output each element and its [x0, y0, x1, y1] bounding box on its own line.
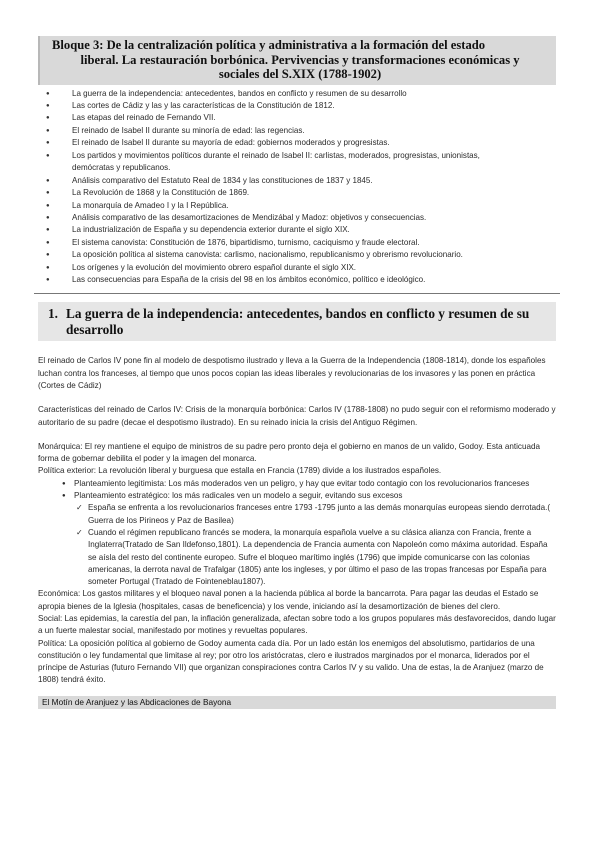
- paragraph-politica: Política: La oposición política al gobierno de Godoy aumenta cada día. Por un lado están los enemigos del absolutismo, partidarios de una constitución o ley fundamental que limitase al rey; por otro los aristócratas, clero e ilustrados marginados por el monarca, liderados por el príncipe de Asturias (futuro Fernando VII) que organizan conspiraciones contra Carlos IV y su valido. Una de estas, la de Aranjuez (marzo de 1808) tendrá éxito.: [38, 638, 544, 685]
- topic-item: ● La monarquía de Amadeo I y la I República.: [72, 200, 556, 212]
- topic-item: ● La oposición política al sistema canovista: carlismo, nacionalismo, republicanismo y obrerismo revolucionario.: [72, 249, 556, 261]
- topic-item: ● La industrialización de España y su dependencia exterior durante el siglo XIX.: [72, 224, 556, 236]
- divider: [34, 293, 560, 294]
- topic-item: ● Los orígenes y la evolución del movimiento obrero español durante el siglo XIX.: [72, 262, 556, 274]
- topic-list: [38, 88, 556, 287]
- topic-item: ● Las cortes de Cádiz y las y las características de la Constitución de 1812.: [72, 100, 556, 112]
- check-item: [88, 527, 556, 588]
- block-title-line-2: liberal. La restauración borbónica. Pervivencias y transformaciones económicas y: [80, 52, 520, 67]
- planteamiento-estrategico: Planteamiento estratégico: los más radicales ven un modelo a seguir, evitando sus excesos: [74, 491, 403, 501]
- topic-item: ● La guerra de la independencia: antecedentes, bandos en conflicto y resumen de su desarrollo: [72, 88, 556, 100]
- paragraph-monarquica: Monárquica: El rey mantiene el equipo de ministros de su padre pero pronto deja el gobierno en manos de un valido, Godoy. Esta anticuada forma de gobernar debilita el poder y la imagen del monarca.: [38, 441, 540, 464]
- topic-item: ● Las etapas del reinado de Fernando VII.: [72, 112, 556, 124]
- topic-item: ● El reinado de Isabel II durante su mayoría de edad: gobiernos moderados y progresistas.: [72, 137, 556, 149]
- section-number: 1.: [48, 305, 58, 321]
- list-item: [74, 490, 556, 588]
- topic-item: ● El reinado de Isabel II durante su minoría de edad: las regencias.: [72, 125, 556, 137]
- paragraph-economica: Económica: Los gastos militares y el bloqueo naval ponen a la hacienda pública al borde la bancarrota. Para pagar las deudas el Estado se apropia bienes de la Iglesia (hospitales, casas de beneficencia) y los vende, iniciando así la desamortización de bienes del clero.: [38, 589, 539, 611]
- topic-item: ● La Revolución de 1868 y la Constitución de 1869.: [72, 187, 556, 199]
- section-heading: [38, 302, 556, 342]
- check-item-text: España se enfrenta a los revolucionarios franceses entre 1793 -1795 junto a las demás monarquías europeas siendo derrotada.( Guerra de los Pirineos y Paz de Basilea): [88, 503, 551, 525]
- topic-item: ● Análisis comparativo de las desamortizaciones de Mendizábal y Madoz: objetivos y consecuencias.: [72, 212, 556, 224]
- section-title: La guerra de la independencia: antecedentes, bandos en conflicto y resumen de su desarrollo: [66, 305, 530, 337]
- list-item: [74, 478, 556, 490]
- block-title-line-1: Bloque 3: De la centralización política y administrativa a la formación del estado: [52, 38, 486, 52]
- paragraph-politica-exterior: Política exterior: La revolución liberal y burguesa que estalla en Francia (1789) divide a los ilustrados españoles.: [38, 466, 442, 476]
- topic-item: ● Análisis comparativo del Estatuto Real de 1834 y las constituciones de 1837 y 1845.: [72, 175, 556, 187]
- planteamiento-legitimista: Planteamiento legitimista: Los más moderados ven un peligro, y hay que evitar todo contagio con los revolucionarios franceses: [74, 478, 530, 488]
- paragraph-caracteristicas: Características del reinado de Carlos IV: Crisis de la monarquía borbónica: Carlos IV (1788-1808) no pudo seguir con el reformismo moderado y autoritario de su padre (decae el despotismo ilustrado). En su reinado inicia la crisis del Antiguo Régimen.: [38, 405, 556, 427]
- block-title-line-3: sociales del S.XIX (1788-1902): [218, 67, 382, 81]
- block-title: [38, 36, 556, 85]
- paragraph-intro: El reinado de Carlos IV pone fin al modelo de despotismo ilustrado y lleva a la Guerra de la Independencia (1808-1814), donde los españoles luchan contra los franceses, al tiempo que unos pocos copian las ideas liberales y revolucionarias de los invasores y las ponen en práctica (Cortes de Cádiz): [38, 356, 546, 390]
- paragraph-social: Social: Las epidemias, la carestía del pan, la inflación generalizada, afectan sobre todo a los grupos populares más desfavorecidos, dando lugar a un fuerte malestar social, manifestado por motines y revueltas populares.: [38, 613, 556, 636]
- check-item: [88, 502, 556, 527]
- topic-item: ● Las consecuencias para España de la crisis del 98 en los ámbitos económico, político e ideológico.: [72, 274, 556, 286]
- check-list: [74, 502, 556, 588]
- topic-item: ● Los partidos y movimientos políticos durante el reinado de Isabel II: carlistas, moderados, progresistas, unionistas, demócratas y republicanos.: [72, 150, 556, 175]
- section-body: [38, 355, 556, 686]
- check-item-text: Cuando el régimen republicano francés se modera, la monarquía española vuelve a su clásica alianza con Francia, frente a Inglaterra(Tratado de San Ildefonso,1801). La dependencia de Francia aumenta con Napoleón como máxima autoridad. España se aísla del resto del continente europeo. Sufre el bloqueo marítimo inglés (1796) que impide comunicarse con las colonias americanas, la derrota naval de Trafalgar (1805) ante los ingleses, y por último el paso de las tropas francesas por España para someter Portugal (Tratado de Fointeneblau1807).: [88, 527, 548, 587]
- subheading-bar: El Motín de Aranjuez y las Abdicaciones de Bayona: [38, 696, 556, 710]
- topic-item: ● El sistema canovista: Constitución de 1876, bipartidismo, turnismo, caciquismo y fraude electoral.: [72, 237, 556, 249]
- planteamientos-list: [38, 478, 556, 589]
